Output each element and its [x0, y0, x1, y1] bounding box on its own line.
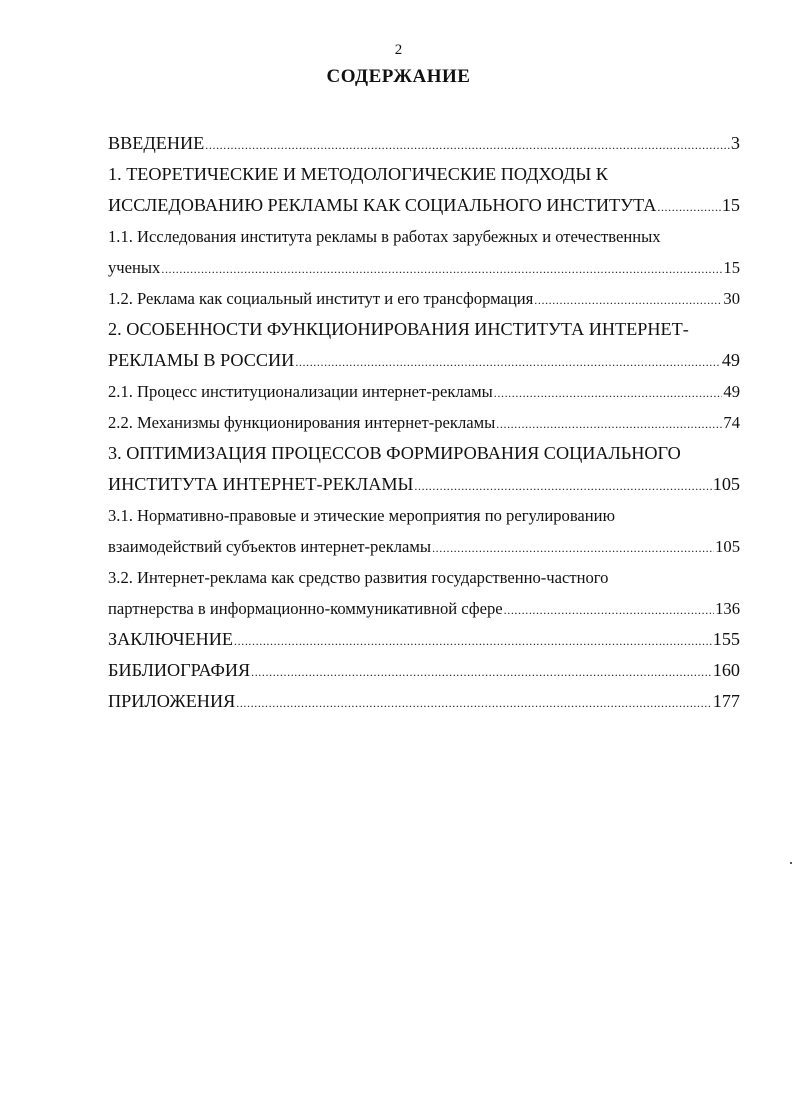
toc-entry-section-1-1-cont[interactable]: ученых ..... 15	[108, 252, 740, 283]
dot-leader	[234, 626, 712, 657]
dot-leader	[504, 595, 714, 626]
toc-entry-conclusion[interactable]: ЗАКЛЮЧЕНИЕ ..... 155	[108, 624, 740, 655]
toc-entry-chapter-1[interactable]: 1. ТЕОРЕТИЧЕСКИЕ И МЕТОДОЛОГИЧЕСКИЕ ПОДХОДЫ К	[108, 164, 608, 184]
toc-entry-section-1-2[interactable]: 1.2. Реклама как социальный институт и его трансформация ..... 30	[108, 283, 740, 314]
dot-leader	[205, 130, 730, 161]
dot-leader	[251, 657, 712, 688]
scan-speck	[790, 862, 792, 864]
page-number: 2	[394, 42, 403, 58]
toc-entry-section-3-1[interactable]: 3.1. Нормативно-правовые и этические мероприятия по регулированию	[108, 506, 615, 525]
dot-leader	[534, 285, 722, 316]
dot-leader	[657, 192, 720, 223]
toc-entry-chapter-2-cont[interactable]: РЕКЛАМЫ В РОССИИ ..... 49	[108, 345, 740, 376]
dot-leader	[496, 409, 722, 440]
toc-entry-introduction[interactable]: ВВЕДЕНИЕ ..... 3	[108, 128, 740, 159]
table-of-contents	[108, 128, 740, 717]
toc-entry-section-2-1[interactable]: 2.1. Процесс институционализации интернет-рекламы ..... 49	[108, 376, 740, 407]
dot-leader	[414, 471, 711, 502]
toc-entry-chapter-1-cont[interactable]: ИССЛЕДОВАНИЮ РЕКЛАМЫ КАК СОЦИАЛЬНОГО ИНСТИТУТА ..... 15	[108, 190, 740, 221]
dot-leader	[494, 378, 723, 409]
dot-leader	[295, 347, 721, 378]
toc-entry-section-1-1[interactable]: 1.1. Исследования института рекламы в работах зарубежных и отечественных	[108, 227, 661, 246]
toc-entry-section-2-2[interactable]: 2.2. Механизмы функционирования интернет-рекламы ..... 74	[108, 407, 740, 438]
toc-entry-section-3-1-cont[interactable]: взаимодействий субъектов интернет-рекламы ..... 105	[108, 531, 740, 562]
toc-entry-chapter-3-cont[interactable]: ИНСТИТУТА ИНТЕРНЕТ-РЕКЛАМЫ ..... 105	[108, 469, 740, 500]
dot-leader	[432, 533, 714, 564]
dot-leader	[161, 254, 722, 285]
toc-entry-bibliography[interactable]: БИБЛИОГРАФИЯ ..... 160	[108, 655, 740, 686]
dot-leader	[236, 688, 712, 719]
toc-entry-section-3-2[interactable]: 3.2. Интернет-реклама как средство развития государственно-частного	[108, 568, 609, 587]
toc-entry-chapter-3[interactable]: 3. ОПТИМИЗАЦИЯ ПРОЦЕССОВ ФОРМИРОВАНИЯ СОЦИАЛЬНОГО	[108, 443, 681, 463]
toc-title: СОДЕРЖАНИЕ	[326, 66, 471, 87]
toc-entry-chapter-2[interactable]: 2. ОСОБЕННОСТИ ФУНКЦИОНИРОВАНИЯ ИНСТИТУТА ИНТЕРНЕТ-	[108, 319, 689, 339]
toc-entry-appendices[interactable]: ПРИЛОЖЕНИЯ ..... 177	[108, 686, 740, 717]
toc-entry-section-3-2-cont[interactable]: партнерства в информационно-коммуникативной сфере ..... 136	[108, 593, 740, 624]
